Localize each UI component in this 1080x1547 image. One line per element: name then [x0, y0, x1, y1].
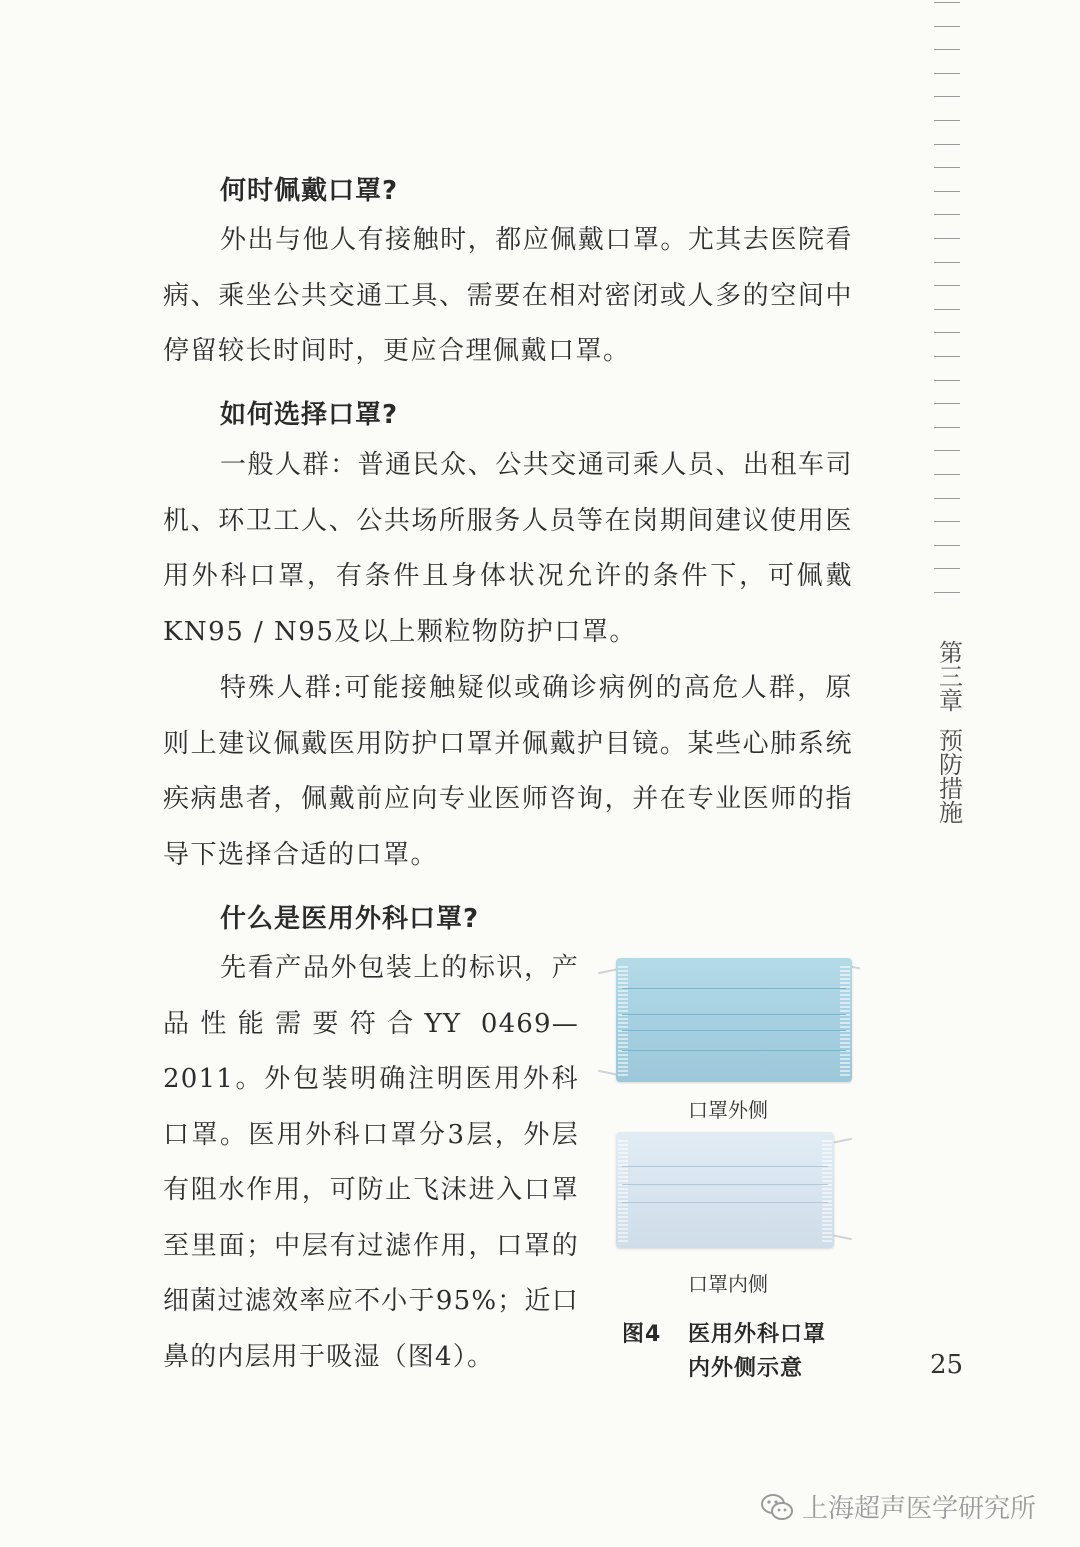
mask-outer-image — [616, 958, 852, 1082]
paragraph-when-to-wear: 外出与他人有接触时，都应佩戴口罩。尤其去医院看病、乘坐公共交通工具、需要在相对密闭或人多的空间中停留较长时间时，更应合理佩戴口罩。 — [163, 225, 853, 366]
figure-title — [622, 1318, 826, 1386]
heading-what-is-surgical-mask: 什么是医用外科口罩? — [220, 904, 480, 934]
mask-fold — [622, 988, 846, 989]
margin-rule — [934, 73, 960, 74]
figure-title-line2: 内外侧示意 — [688, 1356, 804, 1381]
margin-rule — [934, 49, 960, 50]
heading-how-to-choose: 如何选择口罩? — [220, 400, 399, 430]
caption-mask-outer: 口罩外侧 — [688, 1098, 768, 1122]
margin-rules — [934, 0, 960, 620]
margin-rule — [934, 332, 960, 333]
margin-rule — [934, 191, 960, 192]
margin-rule — [934, 380, 960, 381]
margin-rule — [934, 96, 960, 97]
mask-edge — [618, 964, 628, 1076]
figure-title-line1: 医用外科口罩 — [688, 1322, 827, 1347]
margin-rule — [934, 214, 960, 215]
margin-rule — [934, 498, 960, 499]
margin-rule — [934, 427, 960, 428]
mask-edge — [822, 1138, 832, 1242]
mask-fold — [622, 1166, 828, 1167]
watermark-text: 上海超声医学研究所 — [802, 1494, 1037, 1524]
chapter-number: 第三章 — [934, 640, 963, 712]
margin-rule — [934, 285, 960, 286]
margin-rule — [934, 144, 960, 145]
mask-fold — [622, 1184, 828, 1185]
paragraph-special-population: 特殊人群:可能接触疑似或确诊病例的高危人群，原则上建议佩戴医用防护口罩并佩戴护目镜。某些心肺系统疾病患者，佩戴前应向专业医师咨询，并在专业医师的指导下选择合适的口罩。 — [163, 673, 853, 870]
chapter-title: 预防措施 — [934, 728, 963, 824]
paragraph-surgical-mask: 先看产品外包装上的标识，产品性能需要符合YY 0469—2011。外包装明确注明医用外科口罩。医用外科口罩分3层，外层有阻水作用，可防止飞沫进入口罩至里面；中层有过滤作用，口罩的细菌过滤效率应不小于95%；近口鼻的内层用于吸湿（图4）。 — [163, 953, 579, 1372]
margin-rule — [934, 167, 960, 168]
margin-rule — [934, 26, 960, 27]
watermark — [760, 1488, 1036, 1525]
margin-rule — [934, 545, 960, 546]
margin-rule — [934, 2, 960, 3]
margin-rule — [934, 568, 960, 569]
margin-rule — [934, 262, 960, 263]
margin-rule — [934, 474, 960, 475]
mask-fold — [622, 1202, 828, 1203]
mask-fold — [622, 1014, 846, 1015]
margin-rule — [934, 356, 960, 357]
chapter-tab — [932, 640, 964, 824]
margin-rule — [934, 309, 960, 310]
caption-mask-inner: 口罩内侧 — [688, 1272, 768, 1296]
margin-rule — [934, 450, 960, 451]
margin-rule — [934, 403, 960, 404]
mask-edge — [618, 1138, 628, 1242]
margin-rule — [934, 238, 960, 239]
mask-fold — [622, 1030, 846, 1031]
margin-rule — [934, 521, 960, 522]
mask-fold — [622, 1050, 846, 1051]
margin-rule — [934, 592, 960, 593]
margin-rule — [934, 120, 960, 121]
wechat-icon — [760, 1492, 794, 1522]
page-number: 25 — [930, 1350, 964, 1380]
heading-when-to-wear: 何时佩戴口罩? — [220, 176, 399, 206]
figure-label: 图4 — [622, 1322, 662, 1347]
mask-edge — [840, 964, 850, 1076]
paragraph-general-population: 一般人群：普通民众、公共交通司乘人员、出租车司机、环卫工人、公共场所服务人员等在岗期间建议使用医用外科口罩，有条件且身体状况允许的条件下，可佩戴KN95 / N95及以上颗粒物防护口罩。 — [163, 450, 853, 647]
mask-inner-image — [616, 1132, 834, 1248]
